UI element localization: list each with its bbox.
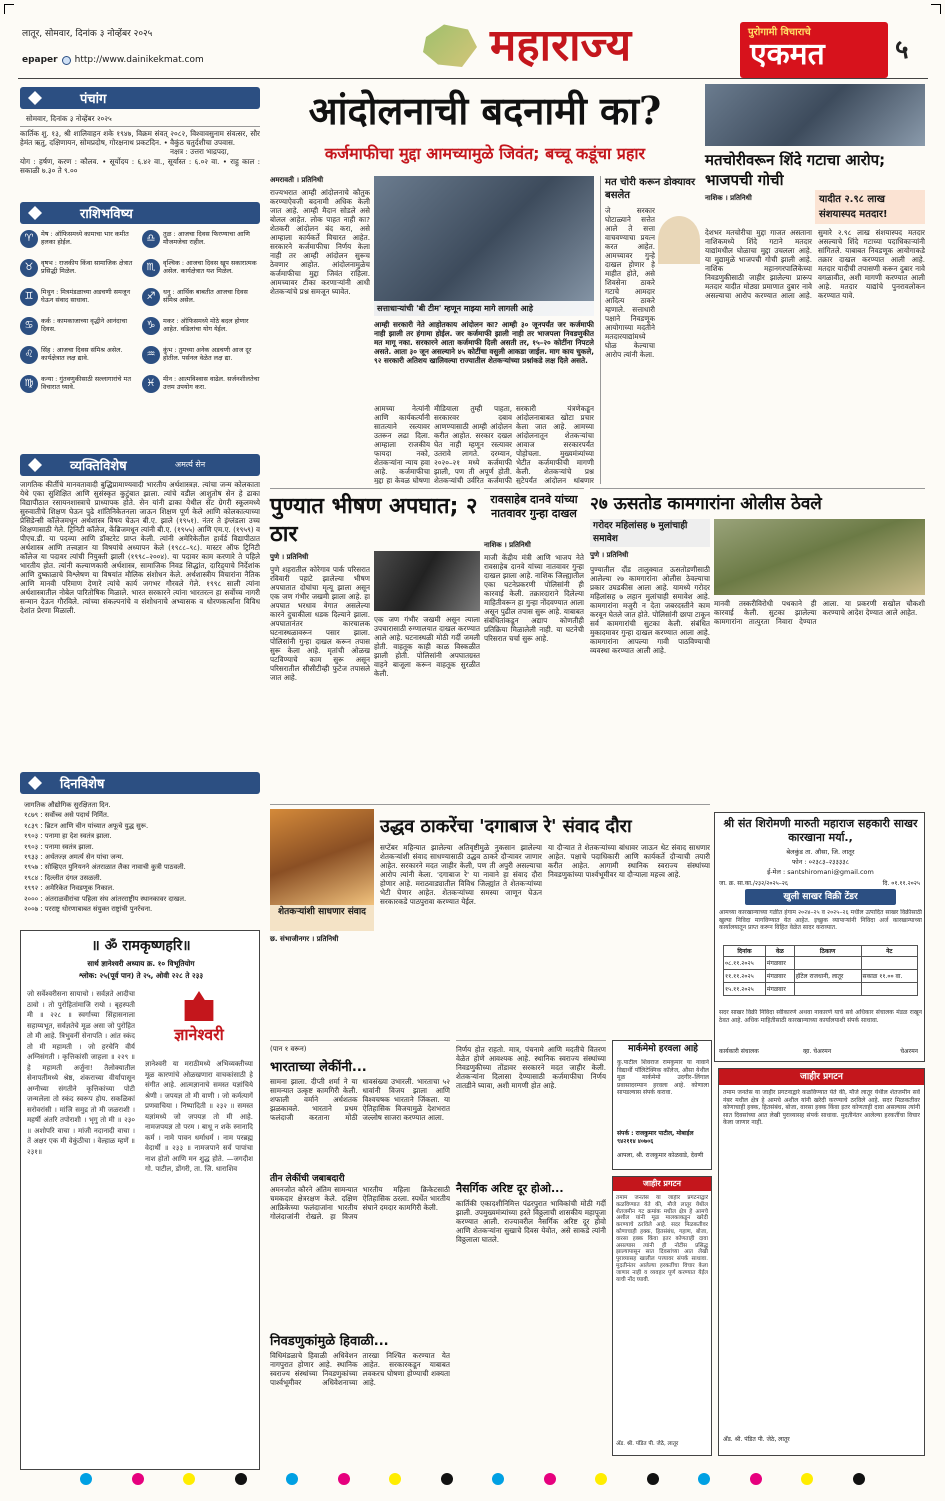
- sugar-ad: [714, 812, 925, 1062]
- vyakti-icon: [28, 458, 42, 472]
- dnyaneshwari-logo: [145, 991, 253, 1051]
- list-item: १९९२ : अमेरिकेत निवडणूक निकाल.: [24, 884, 115, 893]
- rashi-text: मकर : ऑफिसमध्ये मोठे बदल होणार आहेत. वडिलांचा योग येईल.: [163, 317, 249, 333]
- libra-icon: ♎: [142, 230, 160, 248]
- ramkrishna-title: ॥ ॐ रामकृष्णहरि॥: [91, 938, 191, 954]
- rashi-text: सिंह : आजचा दिवस संमिश्र असेल. कार्यक्षेत्रात लक्ष द्यावे.: [41, 346, 123, 362]
- olis-sub: गरोदर महिलांसह ७ मुलांचाही समावेश: [590, 519, 710, 547]
- vyakti-subject: अमर्त्य सेन: [175, 460, 206, 469]
- brand-block: [740, 22, 888, 78]
- olis-headline: २७ ऊसतोड कामगारांना ओलीस ठेवले: [590, 494, 822, 514]
- sugar-footer: सदर साखर विक्री निविदा स्वीकारणे अथवा नाकारणे याचे सर्व अधिकार संचालक मंडळ राखून ठेवत आहे. अधिक माहितीसाठी कारखान्याच्या कार्यालयाशी संपर्क साधावा.: [719, 1009, 922, 1024]
- sugar-ref: जा. क्र. सा.का./२३२/२०२५–२६: [719, 880, 788, 887]
- bharat-headline: भारताच्या लेकींनी...: [270, 1060, 367, 1075]
- list-item: १९०३ : पनामा हा देश स्वतंत्र झाला.: [24, 832, 112, 841]
- pune-body: पुणे शहरातील कोरेगाव पार्क परिसरात रविवारी पहाटे झालेल्या भीषण अपघातात दोघांचा मृत्यू झाला असून एक जण गंभीर जखमी झाला आहे. हा अपघात भरधाव वेगात असलेल्या कारने दुचाकीला धडक दिल्याने झाला. अपघातानंतर कारचालक घटनास्थळावरून पसार झाला. पोलिसांनी गुन्हा दाखल करून तपास सुरू केला आहे. मृतांची ओळख पटविण्याचे काम सुरू असून परिसरातील सीसीटीव्ही फुटेज तपासले जात आहे.: [270, 565, 370, 682]
- sugar-intro: आमच्या कारखान्याच्या गळीत हंगाम २०२४–२५ व २०२५–२६ मधील उत्पादित साखर विक्रीसाठी खुल्या निविदा मागविण्यात येत आहेत. इच्छुक व्यापाऱ्यांनी निविदा अर्ज कारखान्याच्या कार्यालयातून प्राप्त करून विहित वेळेत सादर कराव्यात.: [719, 909, 922, 931]
- ramkrishna-line2: श्लोक: २५(पूर्व पान) ते २५, ओवी २२८ ते २३३: [78, 971, 204, 980]
- rashi-row: [142, 375, 260, 401]
- vyakti-header: [20, 454, 260, 476]
- uddhav-body: सप्टेंबर महिन्यात झालेल्या अतिवृष्टीमुळे नुकसान झालेल्या शेतकऱ्यांशी संवाद साधण्यासाठी उद्धव ठाकरे दौऱ्यावर जाणार आहेत. सरकारने मदत जाहीर केली, पण ती अपुरी असल्याचा आरोप त्यांनी केला. 'दगाबाज रे' या नावाने हा संवाद दौरा होणार आहे. मराठवाड्यातील विविध जिल्ह्यांत ते शेतकऱ्यांच्या भेटी घेणार आहेत. शेतकऱ्यांच्या समस्या जाणून घेऊन सरकारकडे पाठपुरावा करण्यात येईल.: [380, 843, 542, 906]
- tender-table: [723, 945, 918, 996]
- tender-banner: खुली साखर विक्री टेंडर: [745, 889, 896, 905]
- table-cell: [861, 957, 917, 970]
- list-item: १८७९ : सर्वोच्च असे पदार्थ निर्मित.: [24, 811, 109, 820]
- list-item: १९३३ : अर्थतज्ज्ञ अमर्त्य सेन यांचा जन्म.: [24, 853, 124, 862]
- rashi-text: कर्क : कामकाजाच्या वृद्धीने आनंदाचा दिवस.: [41, 317, 128, 333]
- vyakti-title: व्यक्तिविशेष: [70, 459, 127, 474]
- reg-dot: [750, 1473, 762, 1485]
- notice-2: [718, 1068, 925, 1456]
- table-cell: [794, 957, 861, 970]
- shinde-photo: [705, 84, 925, 146]
- dinvishesh-icon: [28, 776, 42, 790]
- sugar-title: श्री संत शिरोमणी मारुती महाराज सहकारी साखर कारखाना मर्या.,: [723, 817, 918, 844]
- lead-headline: आंदोलनाची बदनामी का?: [308, 88, 662, 133]
- table-cell: [861, 983, 917, 996]
- reg-dot: [80, 1473, 92, 1485]
- scorpio-icon: ♏: [142, 259, 160, 277]
- rashi-text: कुंभ : तुमच्या अनेक अडचणी आज दूर होतील. पर्सनल वेळेत लक्ष द्या.: [163, 346, 252, 362]
- olis-body: पुण्यातील दौंड तालुक्यात ऊसतोडणीसाठी आलेल्या २७ कामगारांना ओलीस ठेवल्याचा प्रकार उघडकीस आला आहे. यामध्ये गरोदर महिलांसह ७ लहान मुलांचाही समावेश आहे. कामगारांना मजुरी न देता जबरदस्तीने काम करवून घेतले जात होते. पोलिसांनी छापा टाकून सर्व कामगारांची सुटका केली. संबंधित मुकादमावर गुन्हा दाखल करण्यात आला आहे. कामगारांना आपल्या गावी पाठविण्याची व्यवस्था करण्यात आली आहे.: [590, 565, 710, 655]
- reg-dot: [853, 1473, 865, 1485]
- reg-dot: [338, 1473, 350, 1485]
- table-cell: ११.११.२०२५: [724, 970, 766, 983]
- reg-dot: [801, 1473, 813, 1485]
- pune-accident: [270, 488, 480, 798]
- table-cell: सकाळ ११.०० वा.: [861, 970, 917, 983]
- logo-text: ज्ञानेश्वरी: [174, 1025, 224, 1044]
- list-item: जागतिक औद्योगिक सुरक्षितता दिन.: [24, 801, 111, 809]
- olis-photo: [714, 519, 925, 595]
- notice2-title: जाहीर प्रगटन: [719, 1069, 924, 1085]
- rashi-row: [142, 259, 260, 285]
- rashi-left: [20, 230, 138, 404]
- table-header: वेळ: [765, 946, 794, 957]
- sugar-place: बेलकुंड ता. औसा, जि. लातूर: [786, 848, 855, 856]
- shinde-byline: नाशिक । प्रतिनिधी: [705, 194, 752, 202]
- panchang-nakshatra: नक्षत्र : उत्तरा भाद्रपदा,: [170, 147, 229, 156]
- epaper-line: [22, 55, 204, 65]
- rashi-text: मीन : आत्मविश्वास वाढेल. सर्जनशीलतेचा उत्तम उपयोग करा.: [163, 375, 260, 391]
- table-cell: १५.११.२०२५: [724, 983, 766, 996]
- table-cell: ०८.११.२०२५: [724, 957, 766, 970]
- panchang-date: सोमवार, दिनांक ३ नोव्हेंबर २०२५: [26, 114, 112, 123]
- sugar-sig3: चेअरमन: [900, 1048, 918, 1055]
- danve-story: [484, 488, 584, 798]
- table-cell: हॉटेल राजधानी, लातूर: [794, 970, 861, 983]
- lost-title: मार्कमेमो हरवला आहे: [628, 1044, 698, 1054]
- reg-dot: [544, 1473, 556, 1485]
- rashi-row: [142, 346, 260, 372]
- registration-bar: [80, 1470, 865, 1488]
- uddhav-photo: [270, 809, 374, 905]
- rashi-text: धनु : आर्थिक बाबतीत आजचा दिवस संमिश्र असेल.: [163, 288, 248, 304]
- sugar-date: दि. ०१.११.२०२५: [882, 880, 920, 887]
- table-row: [724, 957, 918, 970]
- aries-icon: ♈: [20, 230, 38, 248]
- side-headline: मत चोरी करून डोक्यावर बसलेत: [605, 177, 696, 201]
- mid-headline: नैसर्गिक अरिष्ट दूर होओ...: [456, 1182, 564, 1195]
- rashi-text: वृश्चिक : आजचा दिवस खूप सकारात्मक असेल. कार्यक्षेत्रात यश मिळेल.: [163, 259, 257, 275]
- bharat-body: सामना झाला. दीप्ती शर्मा ने या सामन्यात उत्कृष्ट कामगिरी केली. शफाली वर्माने अर्धशतक झळकावले. भारताने प्रथम फलंदाजी करताना मोठी धावसंख्या उभारली. भारताचा ५२ धावांनी विजय झाला आणि विश्वचषक भारताने जिंकला. या ऐतिहासिक विजयामुळे देशभरात जल्लोष साजरा करण्यात आला.: [270, 1077, 450, 1122]
- panchang-header: [20, 87, 260, 109]
- lost-contact: संपर्क : राजकुमार पाटील, मोबाईल ९४२११४ ४०७०६: [617, 1130, 694, 1145]
- masthead: [0, 0, 945, 82]
- lost-signer: आपला, श्री. राजकुमार कोळवाडे, देवणी: [617, 1152, 704, 1159]
- table-cell: मंगळवार: [765, 970, 794, 983]
- danve-byline: नाशिक । प्रतिनिधी: [484, 541, 531, 549]
- sugar-sig2: व्हा. चेअरमन: [803, 1048, 832, 1055]
- epaper-label: epaper: [22, 55, 58, 65]
- notice1-body: तमाम जनतेस या जाहीर प्रगटनाद्वारे कळविण्यात येते की, मौजे लातूर येथील शेतजमीन गट क्रमांक मधील क्षेत्र हे आमचे अशील यांनी मूळ मालकाकडून खरेदी करण्याचे ठरविले आहे. सदर मिळकतीवर कोणाचाही हक्क, हितसंबंध, गहाण, बोजा, वारसा हक्क किंवा इतर कोणताही दावा असल्यास त्यांनी ही नोटीस प्रसिद्ध झाल्यापासून सात दिवसांच्या आत लेखी पुराव्यासह खालील पत्त्यावर संपर्क साधावा. मुदतीनंतर आलेल्या हरकतींचा विचार केला जाणार नाही व व्यवहार पूर्ण करण्यात येईल याची नोंद घ्यावी.: [616, 1195, 708, 1283]
- rashi-row: [20, 346, 138, 372]
- rashi-row: [20, 375, 138, 401]
- lead-story: [270, 84, 700, 484]
- rashi-title: राशिभविष्य: [80, 207, 133, 222]
- reg-dot: [183, 1473, 195, 1485]
- globe-icon: [62, 56, 71, 65]
- panchang-rule: [20, 126, 260, 127]
- lead-byline: अमरावती । प्रतिनिधी: [270, 176, 324, 184]
- list-item: १८३९ : ब्रिटन आणि चीन यांच्यात अफूचे युद्ध सुरू.: [24, 821, 149, 830]
- lead-photo-text: आम्ही सरकारी नेते आहोतकाय आंदोलन का? आम्ही ३० जूनपर्यंत जर कर्जमाफी नाही झाली तर हंगामा होईल. जर कर्जमाफी झाली नाही तर भाजपला निवडणुकीत मत मागू नका. सरकारने आता कर्जमाफी दिली असती तर, १५–२० कोटींना निपटले असते. आता ३० जून असल्याने ४५ कोटींचा वसुली आकडा जाईल. माग काय चुकले, ९२ सरकारी अतिशय खालिवल्या राज्यातील शेतकऱ्यांच्या प्रश्नांकडे लक्ष दिले असते.: [374, 320, 594, 365]
- reg-dot: [389, 1473, 401, 1485]
- verse-col1: जो सर्वेश्वरीसना सायाचो । सर्वज्ञते आदीचा ठावो । तो पुरोहितांमाजि रायो । बृहस्पती मी ॥ २२८ ॥ स्वर्गाच्या सिंहासनाला सहाय्यभूत, सर्वज्ञतेचे मूळ असा जो पुरोहित तो मी आहे. त्रिभुवनीं सेनापति । आंत स्कंद तो मी महामती । जो हरचेनि वीर्य अग्निसंगती । कृत्तिकांसी जाहला ॥ २२९ ॥ हे महामती अर्जुना! तैलोक्यातील सेनापतींमध्ये श्रेष्ठ, शंकराच्या वीर्यापासून अग्नीच्या संगतीने कृत्तिकांच्या पोटी जन्मलेला तो स्कंद स्वरूप होय. सकळिकां सरोवरांसी । मांजि समुद्र तो मी जळराशी । महर्षी अंतरि तपोराशी । भृगु तो मी ॥ २३० ॥ अशोपरि वाचा । मांजी नदानादी वाचा । तें अक्षर एक मी वेकुंठीचा । वेल्हाळ म्हणें ॥२३१॥: [27, 990, 135, 1156]
- dinvishesh-list: [24, 800, 260, 914]
- shinde-body: देशभर मतचोरीचा मुद्दा गाजत असताना नाशिकमध्ये शिंदे गटाने मतदार याद्यांमधील घोळाचा मुद्दा उचलला आहे. या मुद्यामुळे भाजपची गोची झाली आहे. नाशिक महानगरपालिकेच्या निवडणुकीसाठी जाहीर झालेल्या प्रारूप मतदार यादीत मोठ्या प्रमाणात दुबार नावे असल्याचा आरोप करण्यात आला आहे. सुमारे २.९८ लाख संशयास्पद मतदार असल्याचे शिंदे गटाच्या पदाधिकाऱ्यांनी सांगितले. याबाबत निवडणूक आयोगाकडे तक्रार दाखल करण्यात आली आहे. मतदार यादीची तपासणी करून दुबार नावे वगळावीत, अशी मागणी करण्यात आली आहे. मतदार याद्यांचे पुनरावलोकन करण्यात यावे.: [705, 228, 925, 300]
- virgo-icon: ♍: [20, 375, 38, 393]
- rashi-icon: [28, 206, 42, 220]
- table-cell: मंगळवार: [765, 957, 794, 970]
- side-body: जे सरकार घोटाळ्याने सत्तेत आले ते सत्ता वाचवण्याचा प्रयत्न करत आहेत. आमच्यावर गुन्हे दाखल होणार हे माहीत होते, असे शिवसेना ठाकरे गटाचे आमदार आदित्य ठाकरे म्हणाले. सत्ताधारी पक्षाने निवडणूक आयोगाच्या मदतीने मतदारयाद्यांमध्ये घोळ केल्याचा आरोप त्यांनी केला.: [605, 206, 655, 359]
- notice-1: [612, 1176, 712, 1456]
- rashi-row: [20, 288, 138, 314]
- notice1-sign: अ‍ॅड. श्री. पंडित पी. जेठे, लातूर: [616, 1441, 679, 1447]
- sugar-sig1: कार्यकारी संचालक: [719, 1048, 759, 1055]
- taurus-icon: ♉: [20, 259, 38, 277]
- olis-body2: मानवी तस्करीविरोधी पथकाने ही कारवाई केली. सुटका झालेल्या कामगारांना तात्पुरता निवारा देण्यात आला. या प्रकरणी सखोल चौकशी करण्याचे आदेश देण्यात आले आहेत.: [714, 599, 925, 626]
- rashi-header: [20, 202, 260, 224]
- rashi-row: [20, 259, 138, 285]
- table-header: नेट: [861, 946, 917, 957]
- uddhav-headline: उद्धव ठाकरेंचा 'दगाबाज रे' संवाद दौरा: [380, 816, 632, 837]
- photo-caption: सत्ताधाऱ्यांची 'बी टीम' म्हणून माझ्या मागे लागली आहे: [374, 301, 594, 316]
- site-url[interactable]: http://www.dainikekmat.com: [74, 55, 204, 65]
- shinde-callout: यादीत २.९८ लाख संशयास्पद मतदार!: [815, 190, 925, 224]
- shinde-headline: मतचोरीवरून शिंदे गटाचा आरोप; भाजपची गोची: [705, 151, 886, 189]
- dinvishesh-header: [20, 772, 260, 794]
- bharat-kicker: (पान १ वरून): [270, 1045, 307, 1053]
- lost-body: कु.पाटील शिवराज रामकुमार या नावाने विद्यार्थी पॉलिटेक्निक कॉलेज, औसा येथील मूळ मार्कमेमो उदगीर–लिंगाल प्रवासादरम्यान हरवला आहे. कोणाला सापडल्यास संपर्क करावा.: [617, 1059, 709, 1096]
- notice1-title: जाहीर प्रगटन: [613, 1177, 711, 1191]
- map-graphic: [420, 22, 480, 72]
- notice2-sign: अ‍ॅड. श्री. पंडित पी. जेठे, लातूर: [723, 1436, 790, 1443]
- temple-icon: [175, 991, 223, 1021]
- dinvishesh-title: दिनविशेष: [60, 777, 105, 792]
- bharat-story: [270, 1040, 450, 1460]
- ramkrishna-line1: सार्थ ज्ञानेश्वरी अध्याय क्र. १० विभूतियोग: [87, 959, 195, 968]
- verse-col2: ज्ञानेश्वरी या मराठीमध्ये अभिव्यक्तीच्या मूळ कारणांचे ओळखणारा वाचकांसाठी हे संगीत आहे. आत्मज्ञानाचे समस्त यज्ञांचिये श्रेणी । जपयज्ञ तो मी वाणी । जो कर्मत्यागें प्रणवाचिया । निष्पादिती ॥ २३२ ॥ समस्त यज्ञांमध्ये जो जपयज्ञ तो मी आहे. नामजपयज्ञ तो परम । बाधू न शके स्नानादि कर्म । नामे पावन धर्माधर्म । नाम परब्रह्म वेदार्थी ॥ २३३ ॥ नामजपाने सर्व पापांचा नाश होतो आणि मन शुद्ध होते. —जगदीश गो. पाटील, डोंगरी, ता. जि. धाराशिव: [145, 1060, 253, 1173]
- reg-dot: [492, 1473, 504, 1485]
- rashi-row: [142, 230, 260, 256]
- uddhav-body2: या दौऱ्यात ते शेतकऱ्यांच्या बांधावर जाऊन थेट संवाद साधणार आहेत. पक्षाचे पदाधिकारी आणि कार्यकर्ते दौऱ्याची तयारी करीत आहेत. आगामी स्थानिक स्वराज्य संस्थांच्या निवडणुकांच्या पार्श्वभूमीवर या दौऱ्याला महत्त्व आहे.: [548, 843, 710, 879]
- lead-col3: मीडियाला तुम्ही पाहता, सरकारवर दबाव आणण्यासाठी आम्ही आंदोलन करीत आहोत. सरकार दखल घेत नाही म्हणून रस्त्यावर उतरावे लागते. दरम्यान, २०२०–२१ मध्ये कर्जमाफी झाली, पण ती अपूर्ण होती. शेतकऱ्यांची उर्वरित कर्जमाफी: [434, 404, 512, 484]
- table-cell: [794, 983, 861, 996]
- list-item: १९०३ : पनामा स्वतंत्र झाला.: [24, 842, 94, 851]
- uddhav-byline: छ. संभाजीनगर । प्रतिनिधी: [270, 935, 339, 943]
- lost-notice: [612, 1040, 712, 1170]
- olis-story: [590, 488, 925, 798]
- left-column: [20, 82, 260, 1462]
- table-row: [724, 970, 918, 983]
- list-item: २००७ : परराष्ट्र धोरणाबाबत संयुक्त राष्ट्रांची पुनर्रचना.: [24, 905, 153, 914]
- mid-body: निर्णय होत राहतो. मात्र, पंचनामे आणि मदतीचे वितरण वेळेत होणे आवश्यक आहे. स्थानिक स्वराज्य संस्थांच्या निवडणुकीच्या तोंडावर सरकारने मदत जाहीर केली. शेतकऱ्यांना दिलासा देण्यासाठी कर्जमाफीचा निर्णय तातडीने घ्यावा, अशी मागणी होत आहे.: [456, 1045, 606, 1090]
- mid-body2: कार्तिकी एकादशीनिमित्त पंढरपुरात भाविकांची मोठी गर्दी झाली. उपमुख्यमंत्र्यांच्या हस्ते विठ्ठलाची शासकीय महापूजा करण्यात आली. राज्यावरील नैसर्गिक अरिष्ट दूर होवो आणि शेतकऱ्यांना सुखाचे दिवस येवोत, असे साकडे त्यांनी विठ्ठलाला घातले.: [456, 1199, 606, 1244]
- table-header: दिनांक: [724, 946, 766, 957]
- rashi-text: वृषभ : राजकीय किंवा सामाजिक क्षेत्रात प्रसिद्धी मिळेल.: [41, 259, 133, 275]
- table-header: ठिकाण: [794, 946, 861, 957]
- reg-dot: [286, 1473, 298, 1485]
- olis-byline: पुणे । प्रतिनिधी: [590, 551, 629, 559]
- rashi-text: मेष : ऑफिसमध्ये कामाचा भार कमीत हलका होईल.: [41, 230, 129, 246]
- lead-subhead: कर्जमाफीचा मुद्दा आमच्यामुळे जिवंत; बच्चू कडूंचा प्रहार: [324, 144, 646, 163]
- pisces-icon: ♓: [142, 375, 160, 393]
- masthead-rule: [18, 78, 928, 79]
- brand-tagline: पुरोगामी विचाराचे: [748, 27, 811, 38]
- side-box: [600, 176, 700, 484]
- table-row: [724, 983, 918, 996]
- panchang-yog: योग : हर्षण, करण : कौलव. • सूर्योदय : ६.४२ वा., सूर्यास्त : ६.०२ वा. • राहु काल : सकाळी ७.३० ते ९.००: [20, 157, 260, 175]
- sagittarius-icon: ♐: [142, 288, 160, 306]
- reg-dot: [698, 1473, 710, 1485]
- pune-headline: पुण्यात भीषण अपघात; २ ठार: [270, 494, 478, 547]
- rashi-row: [142, 288, 260, 314]
- reg-dot: [647, 1473, 659, 1485]
- danve-headline: रावसाहेब दानवे यांच्या नातवावर गुन्हा दाखल: [490, 493, 578, 520]
- lead-col4: सरकारी यंत्रणेकडून आंदोलनाबाबत खोटा प्रचार केला जात आहे. आमच्या आंदोलनातून शेतकऱ्यांचा आवाज सरकारपर्यंत पोहोचला. मुख्यमंत्र्यांच्या भेटीत कर्जमाफीची मागणी केली. शेतकऱ्यांचे प्रश्न सुटेपर्यंत आंदोलन थांबणार: [516, 404, 594, 484]
- cancer-icon: ♋: [20, 317, 38, 335]
- mid-story: [456, 1040, 606, 1460]
- rashi-row: [142, 317, 260, 343]
- capricorn-icon: ♑: [142, 317, 160, 335]
- rashi-text: कन्या : गुंतवणुकीसाठी सल्लागारांचे मत विचारात घ्यावे.: [41, 375, 131, 391]
- pune-body2: एक जण गंभीर जखमी असून त्याला उपचारासाठी रुग्णालयात दाखल करण्यात आले आहे. घटनास्थळी मोठी गर्दी जमली होती. वाहतूक काही काळ विस्कळीत झाली होती. पोलिसांनी अपघातग्रस्त वाहने बाजूला करून वाहतूक सुरळीत केली.: [374, 615, 480, 678]
- aquarius-icon: ♒: [142, 346, 160, 364]
- panchang-icon: [28, 91, 42, 105]
- bharat-body3: विधिमंडळाचे हिवाळी अधिवेशन नागपुरात होणार आहे. स्थानिक स्वराज्य संस्थांच्या निवडणुकांच्या पार्श्वभूमीवर अधिवेशनाच्या तारखा निश्चित करण्यात येत आहेत. सरकारकडून याबाबत लवकरच घोषणा होण्याची शक्यता आहे.: [270, 1351, 450, 1387]
- panchang-title: पंचांग: [80, 92, 107, 107]
- lead-col1: राज्यभरात आम्ही आंदोलनाचे कौतुक करण्याऐवजी बदनामी अधिक केली जात आहे. आम्ही मैदान सोडले असे बोलल आहेत. लोक पाहत नाही का? शेतकरी आंदोलन बंद करा, असे आम्हाला कार्यकर्ते विचारत आहेत. सरकारने कर्जमाफीचा निर्णय केला नाही तर आम्ही आंदोलन सुरूच ठेवणार आहोत. आंदोलनामुळेच कर्जमाफीचा मुद्दा जिवंत राहिला. आमच्यावर टीका करणाऱ्यांनी आधी शेतकऱ्यांचे प्रश्न समजून घ्यावेत.: [270, 188, 370, 296]
- danve-body: माजी केंद्रीय मंत्री आणि भाजप नेते रावसाहेब दानवे यांच्या नातवावर गुन्हा दाखल झाला आहे. नाशिक जिल्ह्यातील एका घटनेप्रकरणी पोलिसांनी ही कारवाई केली. तक्रारदाराने दिलेल्या माहितीवरून हा गुन्हा नोंदवण्यात आला असून पुढील तपास सुरू आहे. याबाबत संबंधितांकडून अद्याप कोणतीही प्रतिक्रिया मिळालेली नाही. या घटनेची परिसरात चर्चा सुरू आहे.: [484, 553, 584, 643]
- brand-name: एकमत: [750, 37, 825, 72]
- bharat-sub3: निवडणुकांमुळे हिवाळी...: [270, 1334, 389, 1349]
- sugar-phone: फोन : ०२३८३–२३३३३८: [791, 858, 850, 866]
- rashi-right: [142, 230, 260, 404]
- bharat-body2: अमनजोत कौरने अंतिम सामन्यात चमकदार क्षेत्ररक्षण केले. दक्षिण आफ्रिकेच्या फलंदाजांना भारतीय गोलंदाजांनी रोखले. हा विजय भारतीय महिला क्रिकेटसाठी ऐतिहासिक ठरला. स्पर्धेत भारतीय संघाने दमदार कामगिरी केली.: [270, 1185, 450, 1221]
- reg-dot: [441, 1473, 453, 1485]
- pune-byline: पुणे । प्रतिनिधी: [270, 553, 309, 561]
- list-item: १९८४ : दिल्लीत दंगल उसळली.: [24, 873, 102, 882]
- lead-photo: [374, 176, 594, 316]
- side-photo: [658, 216, 700, 264]
- rashi-text: मिथुन : मित्रमंडळाच्या अडचणी समजून घेऊन संवाद साधावा.: [41, 288, 131, 304]
- shinde-story: [705, 84, 925, 484]
- vyakti-body: जागतिक कीर्तीचे मानवतावादी बुद्धिप्रामाण्यवादी भारतीय अर्थशास्त्रज्ञ. त्यांचा जन्म कोलकाता येथे एका सुशिक्षित आणि सुसंस्कृत कुटुंबात झाला. त्यांचे वडील आशुतोष सेन हे ढाका विद्यापीठात रसायनशास्त्राचे प्राध्यापक होते. सेन यांनी ढाका येथील सेंट ग्रेगरी स्कूलमध्ये सुरुवातीचे शिक्षण घेऊन पुढे शांतिनिकेतनला जाऊन शिक्षण पूर्ण केले आणि कोलकात्याच्या प्रेसिडेन्सी कॉलेजमधून अर्थशास्त्र विषय घेऊन बी.ए. झाले (१९५१). नंतर ते इंग्लंडला उच्च शिक्षणासाठी गेले. ट्रिनिटी कॉलेज, केंब्रिजमधून त्यांनी बी.ए. (१९५५) आणि एम.ए. (१९५९) व पीएच.डी. या पदव्या आणि डॉक्टरेट प्राप्त केली. त्यांनी अमेरिकेतील हार्वर्ड विद्यापीठात अर्थशास्त्र आणि तत्त्वज्ञान या विषयांचे अध्यापन केले (१९८८–९८). मास्टर ऑफ ट्रिनिटी कॉलेज या पदावर त्यांची नियुक्ती झाली (१९९८–२००४). या पदावर काम करणारे ते पहिले भारतीय होत. त्यांनी कल्याणकारी अर्थशास्त्र, सामाजिक निवड सिद्धांत, दारिद्र्याचे निर्देशांक आणि दुष्काळाचे विश्लेषण या विषयांत मौलिक संशोधन केले. अर्थशास्त्रीय विचारांना नैतिक आणि मानवी परिमाण देणारे त्यांचे कार्य जगभर गौरवले गेले. १९९८ साली त्यांना अर्थशास्त्रातील नोबेल पारितोषिक मिळाले. भारत सरकारने त्यांना भारतरत्न हा सर्वोच्च नागरी सन्मान देऊन गौरविले. त्यांच्या संकल्पनांचे व संशोधनाचे अभ्यासक व धोरणकर्त्यांना विविध देशांत प्रेरणा मिळाली.: [20, 480, 260, 615]
- panchang-body: कार्तिक शु. १३, श्री शालिवाहन शके १९४७, विक्रम संवत् २०८२, विश्वावसुनाम संवत्सर, सौर हेमंत ऋतु, दक्षिणायन, सोमप्रदोष, गोरक्षनाथ प्रकटदिन. • वैकुंठ चतुर्दशीचा उपवास.: [20, 129, 260, 147]
- lead-col2: आमच्या नेत्यांनी आणि कार्यकर्त्यांनी सातत्याने रस्त्यावर उतरून लढा दिला. आम्हाला राजकीय फायदा नको, शेतकऱ्यांना न्याय हवा आहे. कर्जमाफीचा मुद्दा हा केवळ घोषणा: [374, 404, 430, 484]
- bharat-sub2: तीन लेकींची जबाबदारी: [270, 1174, 345, 1184]
- uddhav-caption: शेतकऱ्यांशी साधणार संवाद: [270, 905, 374, 931]
- uddhav-story: [270, 804, 710, 1034]
- sugar-email[interactable]: ई-मेल : santshiromani@gmail.com: [767, 868, 874, 876]
- table-row: [724, 946, 918, 957]
- gemini-icon: ♊: [20, 288, 38, 306]
- date-line: लातूर, सोमवार, दिनांक ३ नोव्हेंबर २०२५: [22, 29, 153, 39]
- table-cell: मंगळवार: [765, 983, 794, 996]
- list-item: १९५७ : सोव्हिएत युनियनने अंतराळात लैका नावाची कुत्री पाठवली.: [24, 863, 186, 872]
- notice2-body: तमाम जनतेस या जाहीर प्रगटनाद्वारे कळविण्यात येते की, मौजे लातूर येथील शेतजमीन सर्वे नंबर मधील क्षेत्र हे आमचे अशील यांनी खरेदी करण्याचे ठरविले आहे. सदर मिळकतीवर कोणाचाही हक्क, हितसंबंध, बोजा, वारसा हक्क किंवा इतर कोणताही दावा असल्यास त्यांनी सात दिवसांच्या आत लेखी पुराव्यासह संपर्क साधावा. मुदतीनंतर आलेल्या हरकतींचा विचार केला जाणार नाही.: [723, 1089, 920, 1127]
- reg-dot: [235, 1473, 247, 1485]
- leo-icon: ♌: [20, 346, 38, 364]
- rashi-row: [20, 317, 138, 343]
- pune-photo: [374, 551, 480, 611]
- rashi-row: [20, 230, 138, 256]
- rashi-text: तुळ : आजचा दिवस फिरण्याचा आणि मौजमजेचा राहील.: [163, 230, 250, 246]
- list-item: २००० : अंतराळवीरांचा पहिला संघ आंतरराष्ट्रीय स्थानकावर दाखल.: [24, 894, 187, 903]
- reg-dot: [595, 1473, 607, 1485]
- reg-dot: [132, 1473, 144, 1485]
- ramkrishna-box: [20, 930, 260, 1470]
- section-title: महाराज्य: [490, 20, 632, 71]
- page-number: ५: [895, 35, 909, 65]
